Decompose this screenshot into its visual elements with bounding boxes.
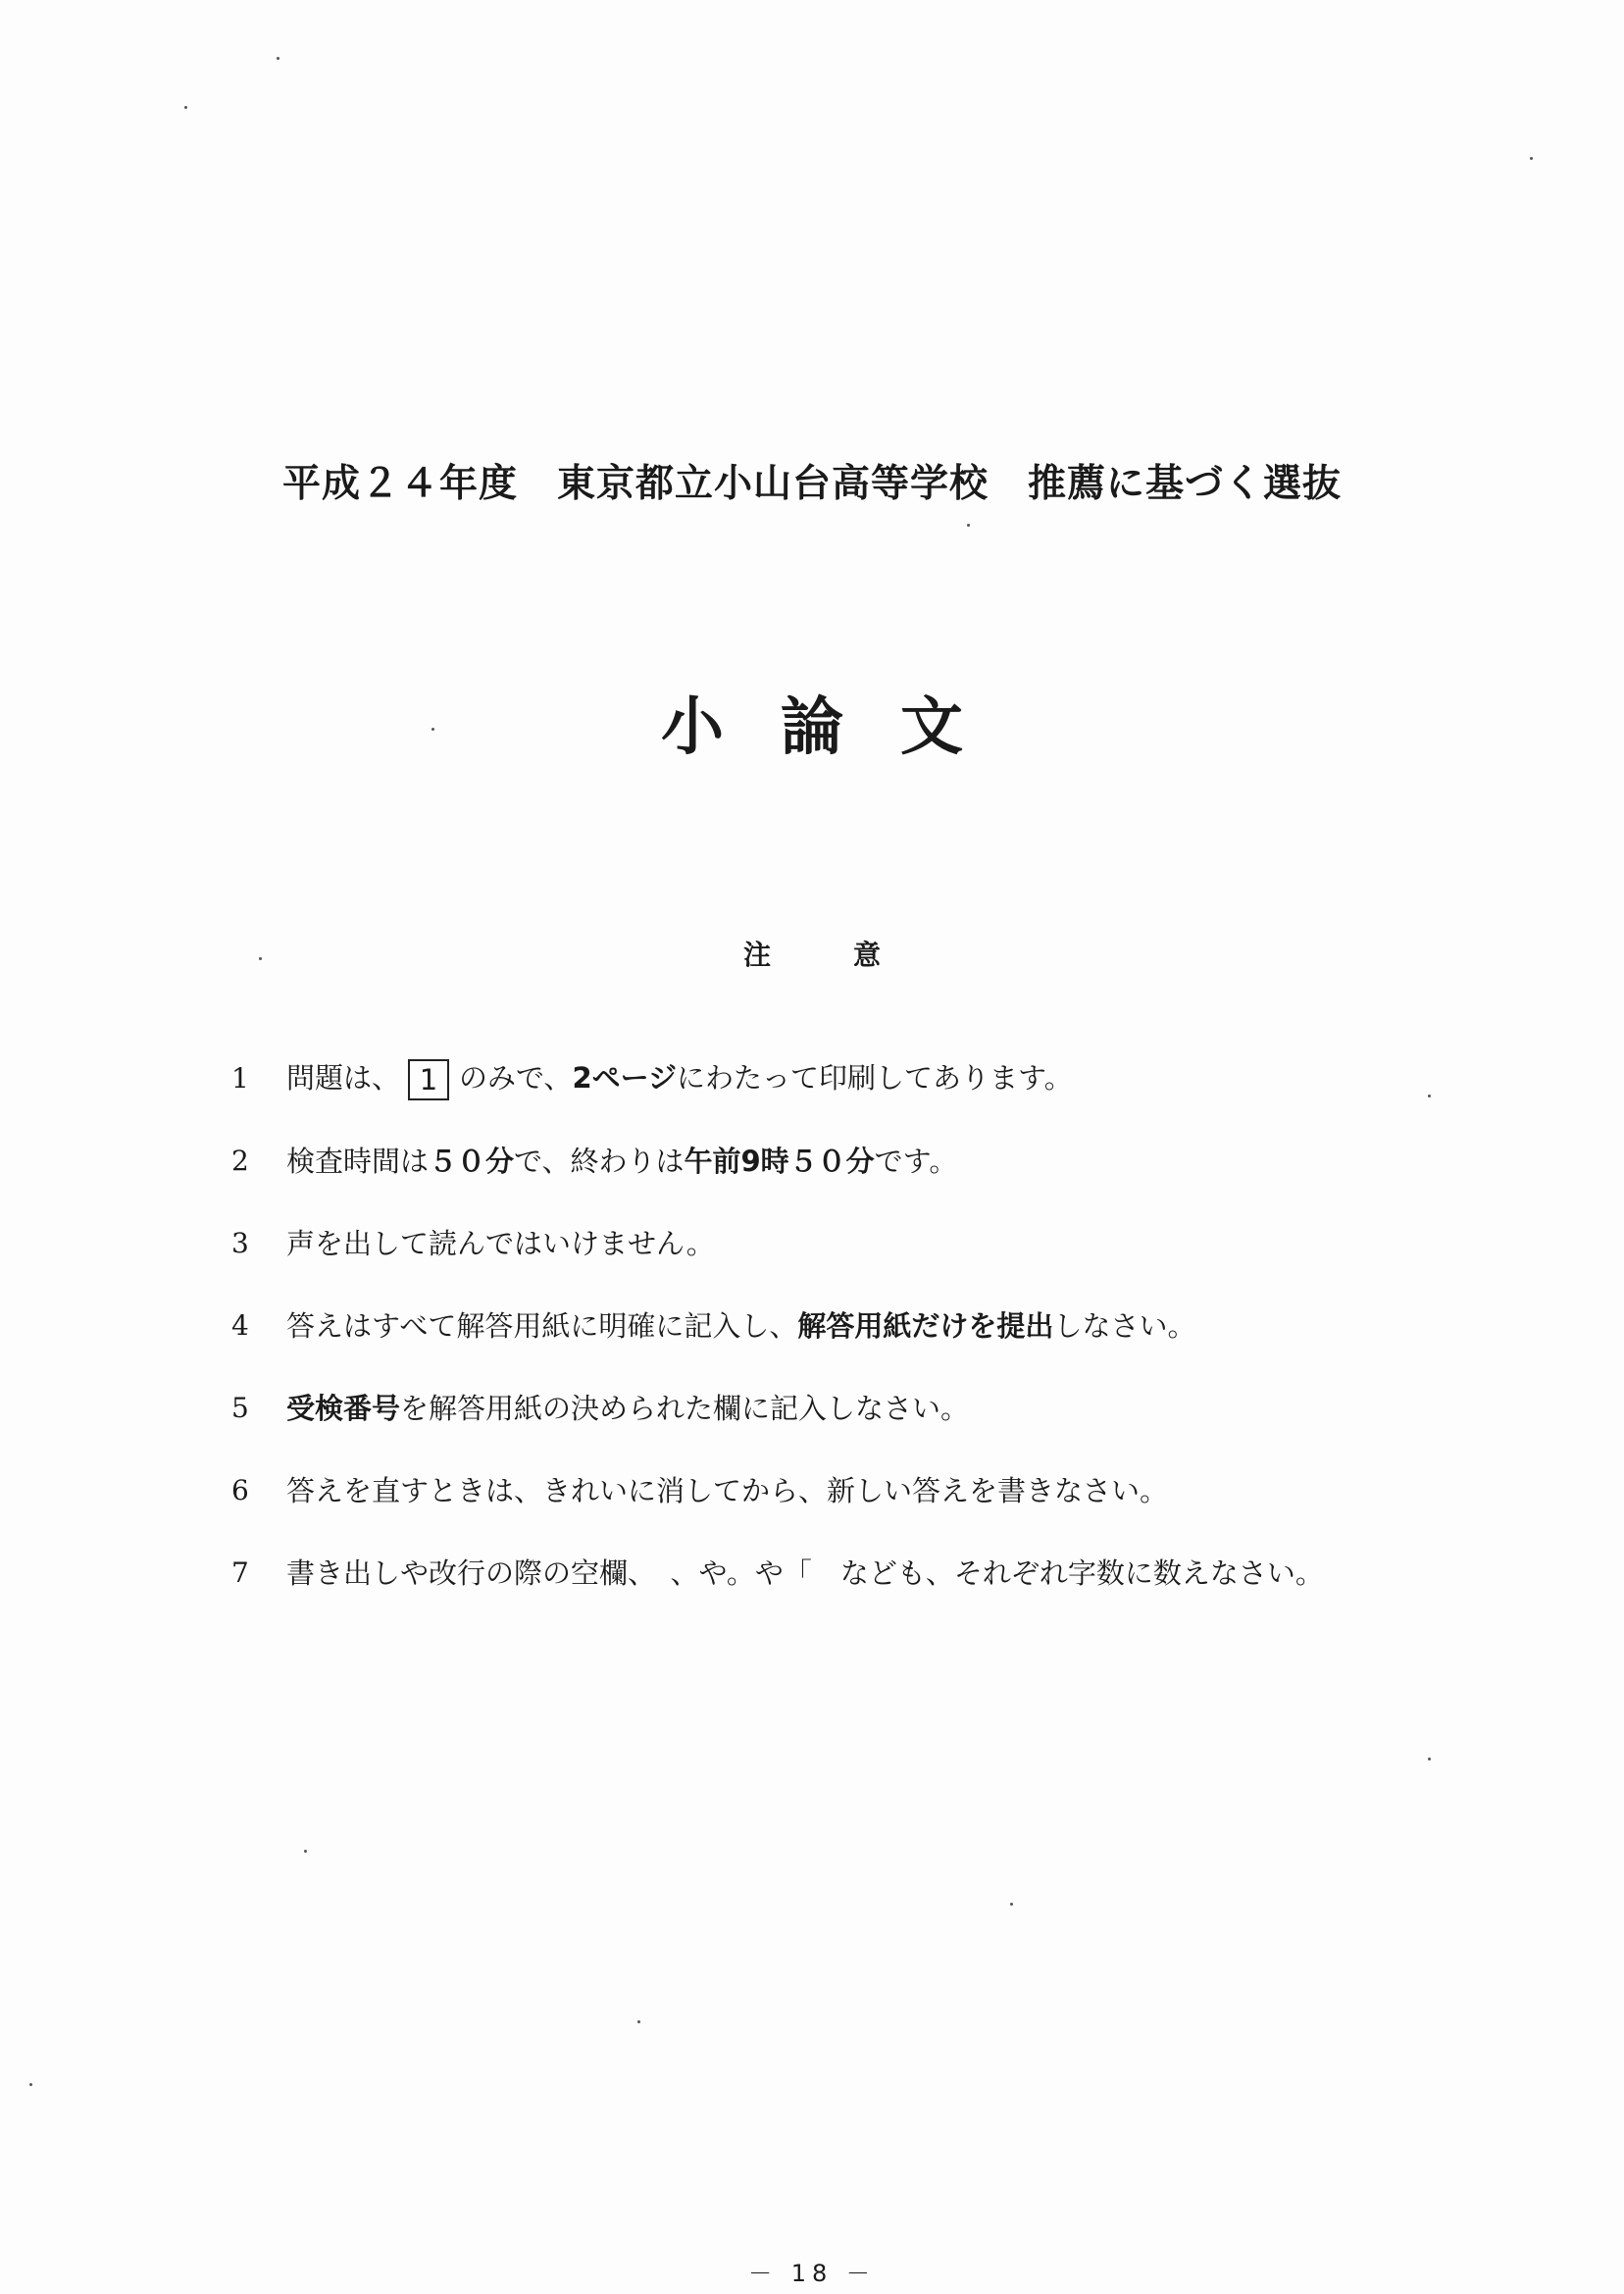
notice-item [231,1532,1428,1614]
notice-list [231,1038,1428,1614]
scan-speck [637,2020,640,2023]
notice-item [231,1450,1428,1532]
notice-text: 問題は、 1 のみで、2ページにわたって印刷してあります。 [286,1058,1073,1100]
notice-number: 4 [231,1309,249,1342]
question-number-box: 1 [408,1059,449,1100]
notice-item [231,1202,1428,1285]
notice-text: 答えはすべて解答用紙に明確に記入し、解答用紙だけを提出しなさい。 [286,1309,1196,1343]
scan-speck [184,106,187,109]
notice-text: 書き出しや改行の際の空欄、 、や。や「 なども、それぞれ字数に数えなさい。 [286,1556,1324,1590]
scan-speck [29,2083,32,2086]
exam-type: 推薦に基づく選抜 [1028,461,1343,506]
subject-title: 小論文 [661,690,1020,764]
scan-speck [1428,1095,1431,1097]
notice-item [231,1038,1428,1120]
school-name: 東京都立小山台高等学校 [556,461,989,506]
notice-text: 受検番号を解答用紙の決められた欄に記入しなさい。 [286,1392,970,1425]
notice-number: 3 [231,1227,249,1259]
scan-speck [1010,1903,1013,1906]
notice-text: 検査時間は５０分で、終わりは午前9時５０分です。 [286,1145,958,1178]
notice-number: 5 [231,1392,249,1424]
scan-speck [1530,157,1533,160]
notice-heading: 注意 [742,939,963,971]
exam-header [0,453,1624,508]
notice-number: 2 [231,1145,249,1177]
scan-speck [431,728,434,731]
scan-speck [1428,1758,1431,1760]
notice-number: 7 [231,1556,249,1589]
scan-speck [277,57,279,60]
scan-speck [967,524,970,527]
notice-item [231,1120,1428,1202]
exam-year: 平成２４年度 [281,461,518,506]
scan-speck [304,1850,307,1853]
notice-number: 1 [231,1062,249,1095]
notice-number: 6 [231,1474,249,1506]
notice-item [231,1285,1428,1367]
page-number: － 18 － [748,2260,876,2287]
notice-text: 声を出して読んではいけません。 [286,1227,715,1260]
scan-speck [259,957,262,960]
notice-item [231,1367,1428,1450]
notice-text: 答えを直すときは、きれいに消してから、新しい答えを書きなさい。 [286,1474,1169,1507]
